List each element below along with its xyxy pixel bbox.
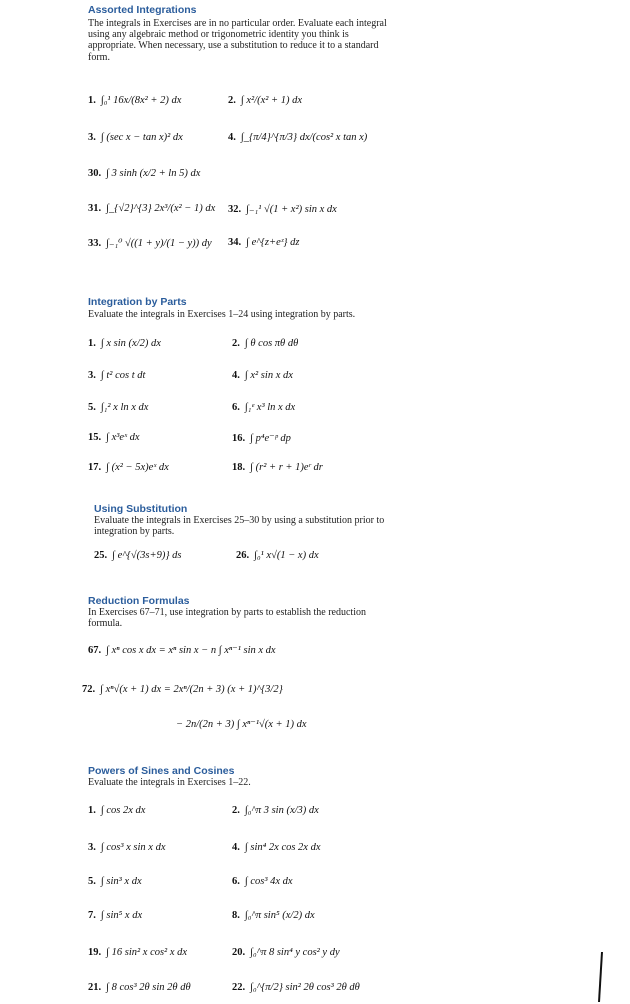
section-instructions-assorted: The integrals in Exercises are in no particular order. Evaluate each integral using any algebraic method or trigonometric identity you think is appropriate. When necessary, use a substitution to reduce it to a standard form.: [88, 18, 387, 63]
exercise-expression: ∫ sin³ x dx: [100, 876, 142, 887]
exercise-number: 7.: [88, 910, 96, 921]
exercise: [88, 910, 142, 921]
exercise-expression: ∫_{√2}^{3} 2x³/(x² − 1) dx: [106, 203, 216, 214]
section-title-substitution: Using Substitution: [94, 503, 188, 515]
exercise: [88, 876, 142, 887]
exercise-number: 5.: [88, 402, 96, 413]
exercise-number: 32.: [228, 203, 242, 215]
exercise: [88, 805, 145, 816]
section-instructions-parts: Evaluate the integrals in Exercises 1–24 using integration by parts.: [88, 309, 356, 320]
exercise-number: 3.: [88, 370, 96, 381]
exercise-number: 17.: [88, 462, 102, 473]
exercise-expression: ∫ θ cos πθ dθ: [244, 338, 299, 349]
exercise-expression: ∫₁ᵉ x³ ln x dx: [244, 402, 296, 413]
exercise-expression: ∫ cos³ x sin x dx: [100, 842, 166, 853]
exercise-expression: ∫ (x² − 5x)eˣ dx: [106, 462, 169, 473]
exercise: [88, 132, 183, 143]
exercise: [232, 842, 321, 853]
exercise: [88, 168, 200, 179]
exercise-number: 3.: [88, 132, 96, 143]
exercise-number: 1.: [88, 95, 96, 106]
exercise-number: 22.: [232, 982, 246, 993]
exercise-expression: ∫ xⁿ√(x + 1) dx = 2xⁿ/(2n + 3) (x + 1)^{3/2}: [100, 684, 283, 695]
exercise-number: 4.: [228, 132, 236, 143]
exercise-number: 4.: [232, 370, 240, 381]
exercise: [88, 947, 187, 958]
exercise-number: 8.: [232, 910, 240, 921]
exercise-expression: ∫₀^π sin⁵ (x/2) dx: [244, 910, 315, 921]
exercise-expression: ∫₀¹ 16x/(8x² + 2) dx: [100, 95, 182, 106]
exercise: [228, 237, 299, 248]
exercise: [88, 842, 166, 853]
exercise-number: 15.: [88, 432, 102, 443]
exercise-number: 5.: [88, 876, 96, 887]
exercise: [232, 947, 340, 958]
exercise-number: 3.: [88, 842, 96, 853]
exercise-expression: ∫₀^π 3 sin (x/3) dx: [244, 805, 319, 816]
exercise-expression: − 2n/(2n + 3) ∫ xⁿ⁻¹√(x + 1) dx: [176, 719, 307, 730]
exercise: [236, 550, 319, 561]
exercise-expression: ∫ sin⁵ x dx: [100, 910, 143, 921]
exercise: [88, 338, 161, 349]
exercise: [88, 432, 140, 443]
exercise-expression: ∫ 16 sin² x cos² x dx: [106, 947, 188, 958]
exercise: [232, 432, 291, 444]
section-instructions-reduction: In Exercises 67–71, use integration by parts to establish the reduction formula.: [88, 607, 366, 630]
exercise-number: 34.: [228, 237, 242, 248]
exercise-expression: ∫ p⁴e⁻ᵖ dp: [250, 433, 291, 444]
exercise: [232, 402, 295, 413]
exercise-expression: ∫ (sec x − tan x)² dx: [100, 132, 183, 143]
exercise-expression: ∫ (r² + r + 1)eʳ dr: [250, 462, 323, 473]
text-cursor-mark: [596, 950, 606, 1004]
exercise: [94, 550, 182, 561]
exercise-expression: ∫ t² cos t dt: [100, 370, 146, 381]
exercise-expression: ∫ x³eˣ dx: [106, 432, 140, 443]
section-instructions-substitution: Evaluate the integrals in Exercises 25–30 by using a substitution prior to integration by parts.: [94, 515, 385, 538]
exercise-number: 1.: [88, 805, 96, 816]
exercise: [88, 237, 212, 249]
exercise: [88, 402, 148, 413]
exercise-expression: ∫₀^{π/2} sin² 2θ cos³ 2θ dθ: [250, 982, 360, 993]
section-title-powers: Powers of Sines and Cosines: [88, 765, 235, 777]
exercise: [232, 370, 293, 381]
exercise-expression: ∫ x sin (x/2) dx: [100, 338, 161, 349]
exercise-expression: ∫ 8 cos³ 2θ sin 2θ dθ: [106, 982, 191, 993]
exercise-number: 20.: [232, 947, 246, 958]
exercise-number: 19.: [88, 947, 102, 958]
exercise-number: 33.: [88, 237, 102, 249]
section-title-assorted: Assorted Integrations: [88, 4, 197, 16]
exercise: [88, 370, 145, 381]
exercise-expression: ∫ cos 2x dx: [100, 805, 146, 816]
exercise-number: 2.: [228, 95, 236, 106]
exercise-expression: ∫₀^π 8 sin⁴ y cos² y dy: [250, 947, 340, 958]
exercise: [88, 462, 169, 473]
exercise: [228, 95, 302, 106]
exercise-expression: ∫ x²/(x² + 1) dx: [240, 95, 303, 106]
exercise: [228, 132, 367, 143]
exercise-number: 6.: [232, 402, 240, 413]
exercise-number: 2.: [232, 805, 240, 816]
exercise: [232, 910, 315, 921]
exercise-number: 21.: [88, 982, 102, 993]
exercise-continuation: [176, 718, 307, 730]
section-instructions-powers: Evaluate the integrals in Exercises 1–22.: [88, 777, 251, 788]
exercise: [232, 338, 298, 349]
exercise: [228, 203, 337, 215]
exercise-expression: ∫₁² x ln x dx: [100, 402, 149, 413]
exercise-expression: ∫₀¹ x√(1 − x) dx: [254, 550, 319, 561]
exercise-expression: ∫ xⁿ cos x dx = xⁿ sin x − n ∫ xⁿ⁻¹ sin x dx: [106, 645, 276, 656]
exercise-number: 30.: [88, 168, 102, 179]
section-title-reduction: Reduction Formulas: [88, 595, 190, 607]
exercise-expression: ∫_{π/4}^{π/3} dx/(cos² x tan x): [240, 132, 368, 143]
exercise-number: 25.: [94, 550, 108, 561]
exercise: [88, 644, 276, 656]
exercise-number: 26.: [236, 550, 250, 561]
exercise-expression: ∫ e^{z+eᶻ} dz: [246, 237, 300, 248]
section-title-parts: Integration by Parts: [88, 296, 187, 308]
exercise-number: 4.: [232, 842, 240, 853]
exercise-number: 72.: [82, 684, 96, 695]
exercise: [88, 95, 181, 106]
exercise: [88, 203, 215, 214]
exercise-number: 16.: [232, 432, 246, 444]
exercise-expression: ∫ e^{√(3s+9)} ds: [112, 550, 182, 561]
exercise-number: 18.: [232, 462, 246, 473]
exercise-number: 31.: [88, 203, 102, 214]
exercise-expression: ∫ 3 sinh (x/2 + ln 5) dx: [106, 168, 201, 179]
exercise: [232, 982, 360, 993]
exercise: [232, 805, 319, 816]
exercise: [232, 462, 323, 473]
exercise-expression: ∫₋₁¹ √(1 + x²) sin x dx: [246, 204, 337, 215]
exercise-number: 67.: [88, 644, 102, 656]
exercise-expression: ∫ x² sin x dx: [244, 370, 293, 381]
exercise-number: 6.: [232, 876, 240, 887]
exercise-expression: ∫ cos³ 4x dx: [244, 876, 293, 887]
exercise-expression: ∫ sin⁴ 2x cos 2x dx: [244, 842, 321, 853]
exercise: [232, 876, 293, 887]
exercise-expression: ∫₋₁⁰ √((1 + y)/(1 − y)) dy: [106, 238, 212, 249]
exercise-number: 2.: [232, 338, 240, 349]
exercise: [82, 684, 283, 695]
exercise: [88, 982, 191, 993]
exercise-number: 1.: [88, 338, 96, 349]
